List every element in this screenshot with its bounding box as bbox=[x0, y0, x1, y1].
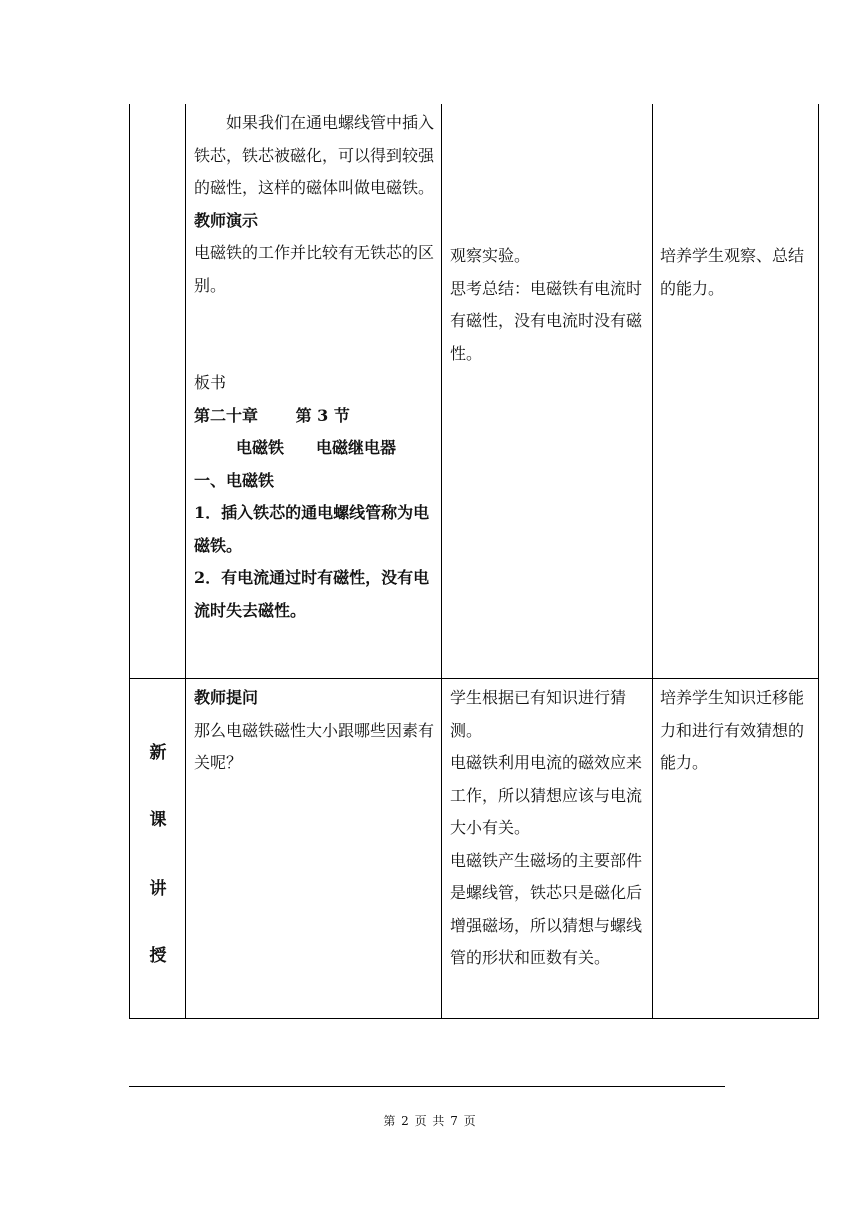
footer-rule bbox=[129, 1086, 725, 1087]
purpose-text-lower: 培养学生知识迁移能力和进行有效猜想的能力。 bbox=[660, 688, 805, 772]
student-guess-1: 学生根据已有知识进行猜测。 bbox=[450, 688, 627, 740]
teacher-demo-text: 电磁铁的工作并比较有无铁芯的区别。 bbox=[194, 243, 435, 295]
student-guess-2: 电磁铁利用电流的磁效应来工作，所以猜想应该与电流大小有关。 bbox=[450, 753, 643, 837]
student-summary: 思考总结：电磁铁有电流时有磁性，没有电流时没有磁性。 bbox=[450, 278, 643, 363]
content-cell-lower bbox=[194, 682, 438, 780]
table-border-bottom bbox=[129, 1018, 819, 1019]
content-intro: 如果我们在通电螺线管中插入铁芯，铁芯被磁化，可以得到较强的磁性，这样的磁体叫做电磁铁。 bbox=[194, 113, 435, 197]
student-cell-upper bbox=[450, 240, 648, 370]
table-divider-2 bbox=[441, 104, 442, 1019]
board-title: 电磁铁 电磁继电器 bbox=[236, 438, 397, 457]
student-observe: 观察实验。 bbox=[450, 246, 531, 265]
page-number: 第 2 页 共 7 页 bbox=[383, 1114, 477, 1128]
teacher-question-text: 那么电磁铁磁性大小跟哪些因素有关呢？ bbox=[194, 720, 435, 772]
board-point-2: 2．有电流通过时有磁性，没有电流时失去磁性。 bbox=[194, 568, 430, 620]
stage-char-1: 新 bbox=[149, 743, 167, 763]
board-label: 板书 bbox=[194, 373, 227, 392]
content-cell-upper bbox=[194, 107, 438, 627]
stage-char-4: 授 bbox=[149, 946, 167, 966]
table-divider-3 bbox=[652, 104, 653, 1019]
table-row-divider bbox=[129, 678, 819, 679]
purpose-cell-lower bbox=[660, 682, 814, 780]
board-section: 一、电磁铁 bbox=[194, 470, 275, 490]
student-cell-lower bbox=[450, 682, 648, 975]
stage-char-3: 讲 bbox=[149, 879, 167, 899]
board-point-1: 1．插入铁芯的通电螺线管称为电磁铁。 bbox=[194, 503, 430, 555]
purpose-text-upper: 培养学生观察、总结的能力。 bbox=[660, 246, 805, 298]
table-border-right bbox=[818, 104, 819, 1019]
purpose-cell-upper bbox=[660, 240, 814, 305]
stage-char-2: 课 bbox=[149, 810, 167, 830]
board-chapter: 第二十章 第 3 节 bbox=[194, 405, 350, 425]
student-guess-3: 电磁铁产生磁场的主要部件是螺线管，铁芯只是磁化后增强磁场，所以猜想与螺线管的形状和匝数有关。 bbox=[450, 850, 643, 967]
blank-gap bbox=[194, 302, 438, 367]
teacher-demo-heading: 教师演示 bbox=[194, 210, 259, 230]
teacher-question-heading: 教师提问 bbox=[194, 688, 259, 707]
